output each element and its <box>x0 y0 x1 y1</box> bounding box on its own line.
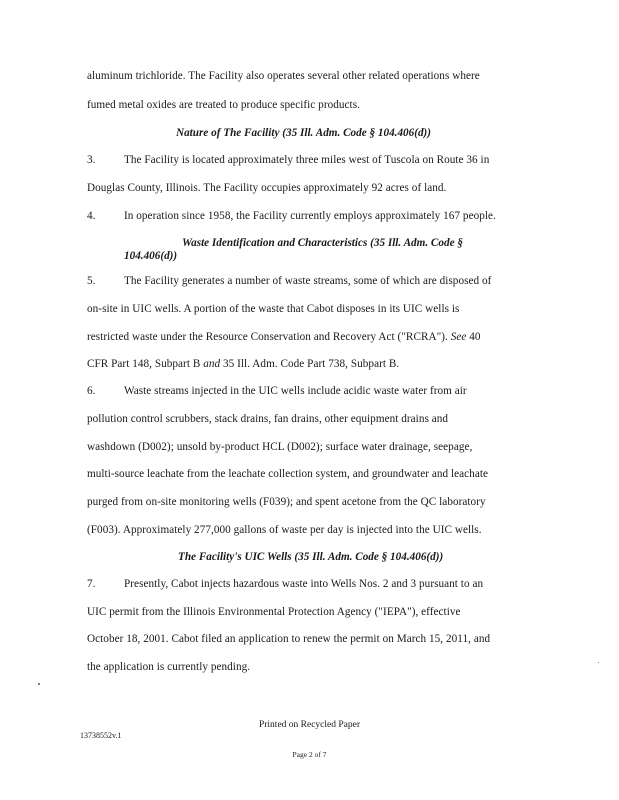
paragraph-5-line-2: on-site in UIC wells. A portion of the waste that Cabot disposes in its UIC wells is <box>87 303 460 315</box>
paragraph-5-and: and <box>203 358 221 370</box>
paragraph-5-see: See <box>450 331 467 343</box>
footer-recycled-paper: Printed on Recycled Paper <box>258 720 361 730</box>
paragraph-5-number: 5. <box>87 275 96 287</box>
paragraph-5-line-4-text: CFR Part 148, Subpart B <box>87 358 204 370</box>
paragraph-5-line-3-end: 40 <box>466 331 481 343</box>
paragraph-5-line-4-end: 35 Ill. Adm. Code Part 738, Subpart B. <box>220 358 400 370</box>
paragraph-6-line-5: purged from on-site monitoring wells (F039); and spent acetone from the QC laboratory <box>87 496 486 508</box>
paragraph-5-line-3-text: restricted waste under the Resource Conservation and Recovery Act ("RCRA"). <box>87 331 451 343</box>
paragraph-6-line-6: (F003). Approximately 277,000 gallons of waste per day is injected into the UIC wells. <box>87 524 482 536</box>
intro-line-2: fumed metal oxides are treated to produce specific products. <box>87 99 360 111</box>
heading-waste-identification-1: Waste Identification and Characteristics (35 Ill. Adm. Code § <box>182 237 463 249</box>
heading-waste-identification-2: 104.406(d)) <box>124 250 178 262</box>
footer-page-number: Page 2 of 7 <box>292 750 327 759</box>
paragraph-6-line-2: pollution control scrubbers, stack drains, fan drains, other equipment drains and <box>87 413 449 425</box>
paragraph-3-number: 3. <box>87 154 96 166</box>
scan-speck <box>38 683 40 685</box>
paragraph-6-line-3: washdown (D002); unsold by-product HCL (D002); surface water drainage, seepage, <box>87 441 473 453</box>
paragraph-3-line-2: Douglas County, Illinois. The Facility occupies approximately 92 acres of land. <box>87 182 447 194</box>
scan-speck <box>598 662 599 663</box>
paragraph-7-line-4: the application is currently pending. <box>87 661 251 673</box>
heading-uic-wells: The Facility's UIC Wells (35 Ill. Adm. Code § 104.406(d)) <box>178 551 444 563</box>
intro-line-1: aluminum trichloride. The Facility also operates several other related operations where <box>87 70 480 82</box>
paragraph-7-number: 7. <box>87 578 96 590</box>
paragraph-3-line-1: The Facility is located approximately three miles west of Tuscola on Route 36 in <box>124 154 490 166</box>
paragraph-5-line-1: The Facility generates a number of waste streams, some of which are disposed of <box>124 275 492 287</box>
paragraph-4-line-1: In operation since 1958, the Facility currently employs approximately 167 people. <box>124 210 496 222</box>
paragraph-6-number: 6. <box>87 385 96 397</box>
paragraph-5-line-4 <box>87 357 399 371</box>
paragraph-7-line-3: October 18, 2001. Cabot filed an application to renew the permit on March 15, 2011, and <box>87 633 491 645</box>
paragraph-6-line-4: multi-source leachate from the leachate collection system, and groundwater and leachate <box>87 468 489 480</box>
paragraph-5-line-3 <box>87 330 481 344</box>
paragraph-6-line-1: Waste streams injected in the UIC wells include acidic waste water from air <box>124 385 467 397</box>
heading-nature-of-facility: Nature of The Facility (35 Ill. Adm. Code § 104.406(d)) <box>176 127 432 139</box>
paragraph-7-line-1: Presently, Cabot injects hazardous waste into Wells Nos. 2 and 3 pursuant to an <box>124 578 484 590</box>
footer-document-id: 13738552v.1 <box>80 731 122 740</box>
paragraph-4-number: 4. <box>87 210 96 222</box>
paragraph-7-line-2: UIC permit from the Illinois Environmental Protection Agency ("IEPA"), effective <box>87 606 461 618</box>
